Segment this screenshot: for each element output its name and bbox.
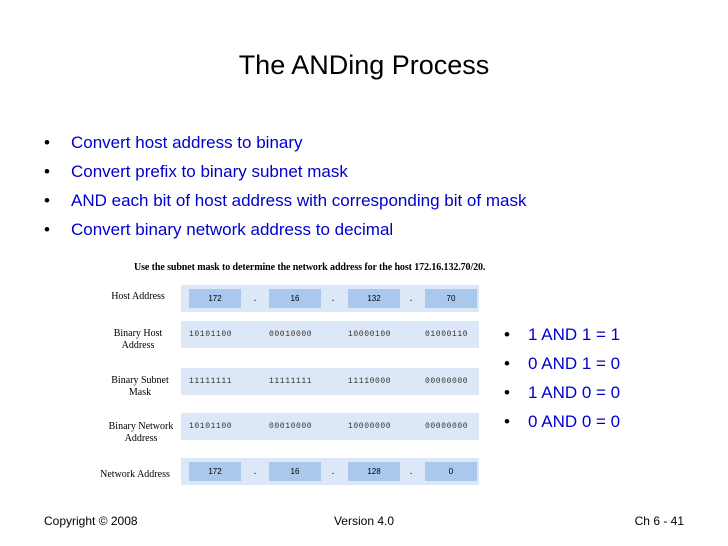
binary-octet: 00000000 <box>425 377 469 386</box>
octet-box: 132 <box>348 289 400 308</box>
dot-separator: . <box>253 466 257 477</box>
footer-version: Version 4.0 <box>333 514 395 528</box>
and-rule-text: 0 AND 1 = 0 <box>528 354 621 373</box>
row-label-network-address: Network Address <box>100 469 170 480</box>
binary-octet: 10101100 <box>189 330 233 339</box>
binary-octet: 11111111 <box>269 377 313 386</box>
bullet-icon: • <box>504 383 510 402</box>
bullet-icon: • <box>504 412 510 431</box>
dot-separator: . <box>331 293 335 304</box>
dot-separator: . <box>253 293 257 304</box>
dot-separator: . <box>409 466 413 477</box>
footer-copyright: Copyright © 2008 <box>44 514 138 528</box>
octet-box: 16 <box>269 289 321 308</box>
bullet-icon: • <box>504 325 510 344</box>
octet-box: 70 <box>425 289 477 308</box>
and-rule-item <box>504 320 620 349</box>
bullet-icon: • <box>504 354 510 373</box>
bullet-text: Convert host address to binary <box>71 133 303 152</box>
bullet-item <box>44 157 526 186</box>
and-rule-text: 1 AND 0 = 0 <box>528 383 621 402</box>
dot-separator: . <box>409 293 413 304</box>
diagram-caption: Use the subnet mask to determine the network address for the host 172.16.132.70/20. <box>134 262 486 273</box>
octet-box: 0 <box>425 462 477 481</box>
binary-octet: 11110000 <box>348 377 392 386</box>
bullet-text: AND each bit of host address with corresponding bit of mask <box>71 191 527 210</box>
octet-box: 16 <box>269 462 321 481</box>
binary-host-strip <box>181 321 479 348</box>
and-rule-item <box>504 378 620 407</box>
and-rule-item <box>504 349 620 378</box>
binary-network-strip <box>181 413 479 440</box>
binary-octet: 00010000 <box>269 422 313 431</box>
row-label-binary-host-address: Binary Host Address <box>113 328 163 351</box>
binary-octet: 11111111 <box>189 377 233 386</box>
row-label-binary-subnet-mask: Binary Subnet Mask <box>111 375 169 398</box>
octet-box: 128 <box>348 462 400 481</box>
binary-octet: 10000000 <box>348 422 392 431</box>
octet-box: 172 <box>189 462 241 481</box>
bullet-icon: • <box>44 162 50 181</box>
bullet-list <box>44 128 526 244</box>
bullet-item <box>44 186 526 215</box>
dot-separator: . <box>331 466 335 477</box>
binary-octet: 01000110 <box>425 330 469 339</box>
bullet-item <box>44 215 526 244</box>
row-label-binary-network-address: Binary Network Address <box>108 421 174 444</box>
footer-page-number: Ch 6 - 41 <box>634 514 684 528</box>
host-address-strip <box>181 285 479 312</box>
and-rule-text: 0 AND 0 = 0 <box>528 412 621 431</box>
bullet-text: Convert binary network address to decimal <box>71 220 394 239</box>
binary-octet: 00000000 <box>425 422 469 431</box>
and-rule-item <box>504 407 620 436</box>
bullet-icon: • <box>44 191 50 210</box>
bullet-item <box>44 128 526 157</box>
binary-octet: 10101100 <box>189 422 233 431</box>
bullet-text: Convert prefix to binary subnet mask <box>71 162 348 181</box>
bullet-icon: • <box>44 220 50 239</box>
network-address-strip <box>181 458 479 485</box>
bullet-icon: • <box>44 133 50 152</box>
row-label-host-address: Host Address <box>111 291 165 302</box>
binary-octet: 00010000 <box>269 330 313 339</box>
slide-title: The ANDing Process <box>238 50 490 80</box>
octet-box: 172 <box>189 289 241 308</box>
and-rules-list <box>504 320 620 436</box>
binary-mask-strip <box>181 368 479 395</box>
binary-octet: 10000100 <box>348 330 392 339</box>
and-rule-text: 1 AND 1 = 1 <box>528 325 621 344</box>
